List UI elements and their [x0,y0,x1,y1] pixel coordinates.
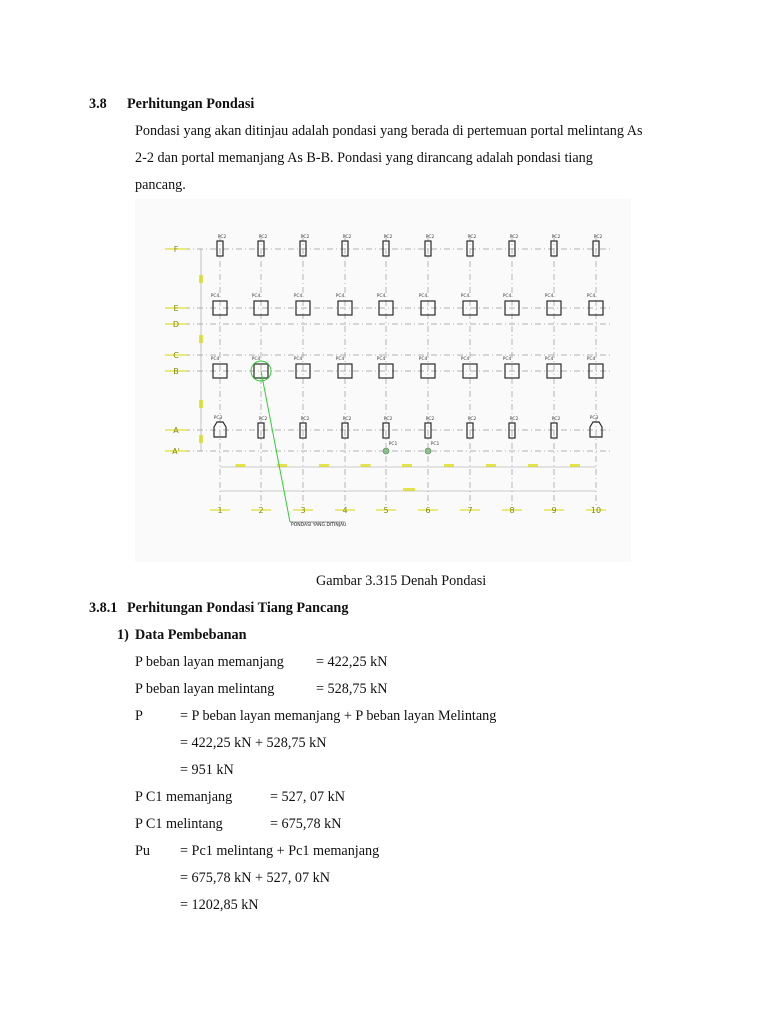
pile-cap-label: PC2 [342,417,352,422]
pile-cap-label: PC2 [342,235,352,240]
pile-cap-label: PC4 [586,294,596,299]
dimension-tick [199,400,203,408]
axis-label-row: F [173,245,179,254]
pile-cap-label: PC2 [217,235,227,240]
dimension-tick [402,464,412,467]
pile-cap-label: PC4 [251,294,261,299]
pile-cap-label: PC4 [544,294,554,299]
calc-label-pc1-memanjang: P C1 memanjang [135,789,233,805]
pile-cap-pc1 [383,448,389,454]
dimension-tick [199,435,203,443]
axis-label-col: 5 [383,506,389,515]
figure-caption: Gambar 3.315 Denah Pondasi [316,573,487,589]
foundation-plan-drawing [135,199,631,562]
calc-formula-p: = P beban layan memanjang + P beban layan Melintang [180,708,497,724]
callout-label: PONDASI YANG DITINJAU [291,523,347,528]
foundation-plan-figure [135,199,631,562]
calc-value-pc1-melintang: = 675,78 kN [270,816,342,832]
calc-label-p: P [135,708,143,724]
calc-value-pc1-memanjang: = 527, 07 kN [270,789,345,805]
axis-label-col: 9 [551,506,557,515]
pile-cap-pc1 [425,448,431,454]
calc-result-pu: = 1202,85 kN [180,897,259,913]
pile-cap-label: PC4 [335,357,345,362]
pile-cap-label: PC2 [425,235,435,240]
pile-cap-label: PC4 [460,294,470,299]
pile-cap-label: PC2 [551,417,561,422]
intro-line-3: pancang. [135,177,186,193]
axis-label-row: D [172,320,180,329]
pile-cap-label: PC4 [376,357,386,362]
pile-cap-label: PC2 [551,235,561,240]
pile-cap-label: PC4 [335,294,345,299]
dimension-tick [199,335,203,343]
axis-label-col: 1 [217,506,223,515]
pile-cap-label: PC2 [300,417,310,422]
dimension-tick [403,488,415,491]
axis-label-row: C [173,351,179,360]
calc-label-pc1-melintang: P C1 melintang [135,816,223,832]
pile-cap-label: PC4 [586,357,596,362]
item-title: Data Pembebanan [135,627,247,643]
axis-label-col: 6 [425,506,431,515]
axis-label-row: A' [172,447,180,456]
pile-cap-label: PC4 [376,294,386,299]
calc-value-melintang: = 528,75 kN [316,681,388,697]
pile-cap-label: PC4 [418,294,428,299]
dimension-tick [236,464,246,467]
pile-cap-label: PC4 [293,294,303,299]
item-number: 1) [117,627,129,643]
subsection-number: 3.8.1 [89,600,118,616]
section-number: 3.8 [89,96,107,112]
pile-cap-label: PC4 [293,357,303,362]
dimension-tick [361,464,371,467]
pile-cap-label: PC2 [258,417,268,422]
dimension-tick [199,275,203,283]
axis-label-col: 8 [509,506,515,515]
subsection-title: Perhitungan Pondasi Tiang Pancang [127,600,349,616]
pile-cap-label: PC4 [210,294,220,299]
axis-label-col: 7 [467,506,473,515]
pile-cap-label: PC3 [589,416,599,421]
dimension-tick [528,464,538,467]
pile-cap-label: PC4 [502,294,512,299]
pile-cap-label: PC1 [388,442,398,447]
axis-label-row: B [173,367,179,376]
pile-cap-label: PC4 [544,357,554,362]
pile-cap-label: PC2 [509,417,519,422]
pile-cap-label: PC2 [383,417,393,422]
calc-label-melintang: P beban layan melintang [135,681,275,697]
calc-label-pu: Pu [135,843,150,859]
axis-label-row: E [173,304,179,313]
pile-cap-label: PC2 [258,235,268,240]
callout-leader-line [258,371,290,522]
calc-value-memanjang: = 422,25 kN [316,654,388,670]
pile-cap-label: PC2 [467,235,477,240]
dimension-tick [486,464,496,467]
pile-cap-label: PC4 [460,357,470,362]
calc-substitution-p: = 422,25 kN + 528,75 kN [180,735,327,751]
dimension-tick [319,464,329,467]
pile-cap-label: PC2 [300,235,310,240]
pile-cap-label: PC2 [425,417,435,422]
pile-cap-label: PC3 [213,416,223,421]
axis-label-col: 3 [300,506,306,515]
pile-cap-label: PC4 [251,357,261,362]
pile-cap-label: PC1 [430,442,440,447]
dimension-tick [444,464,454,467]
dimension-tick [570,464,580,467]
calc-substitution-pu: = 675,78 kN + 527, 07 kN [180,870,330,886]
calc-formula-pu: = Pc1 melintang + Pc1 memanjang [180,843,380,859]
section-title: Perhitungan Pondasi [127,96,255,112]
axis-label-col: 4 [342,506,348,515]
intro-line-1: Pondasi yang akan ditinjau adalah pondasi yang berada di pertemuan portal melintang As [135,123,643,139]
pile-cap-label: PC4 [502,357,512,362]
pile-cap-label: PC2 [383,235,393,240]
pile-cap-label: PC4 [210,357,220,362]
pile-cap-label: PC2 [509,235,519,240]
pile-cap-label: PC4 [418,357,428,362]
axis-label-row: A [173,426,179,435]
calc-result-p: = 951 kN [180,762,234,778]
pile-cap-label: PC2 [467,417,477,422]
pile-cap-label: PC2 [593,235,603,240]
calc-label-memanjang: P beban layan memanjang [135,654,284,670]
axis-label-col: 2 [258,506,264,515]
intro-line-2: 2-2 dan portal memanjang As B-B. Pondasi yang dirancang adalah pondasi tiang [135,150,593,166]
axis-label-col: 10 [590,506,602,515]
